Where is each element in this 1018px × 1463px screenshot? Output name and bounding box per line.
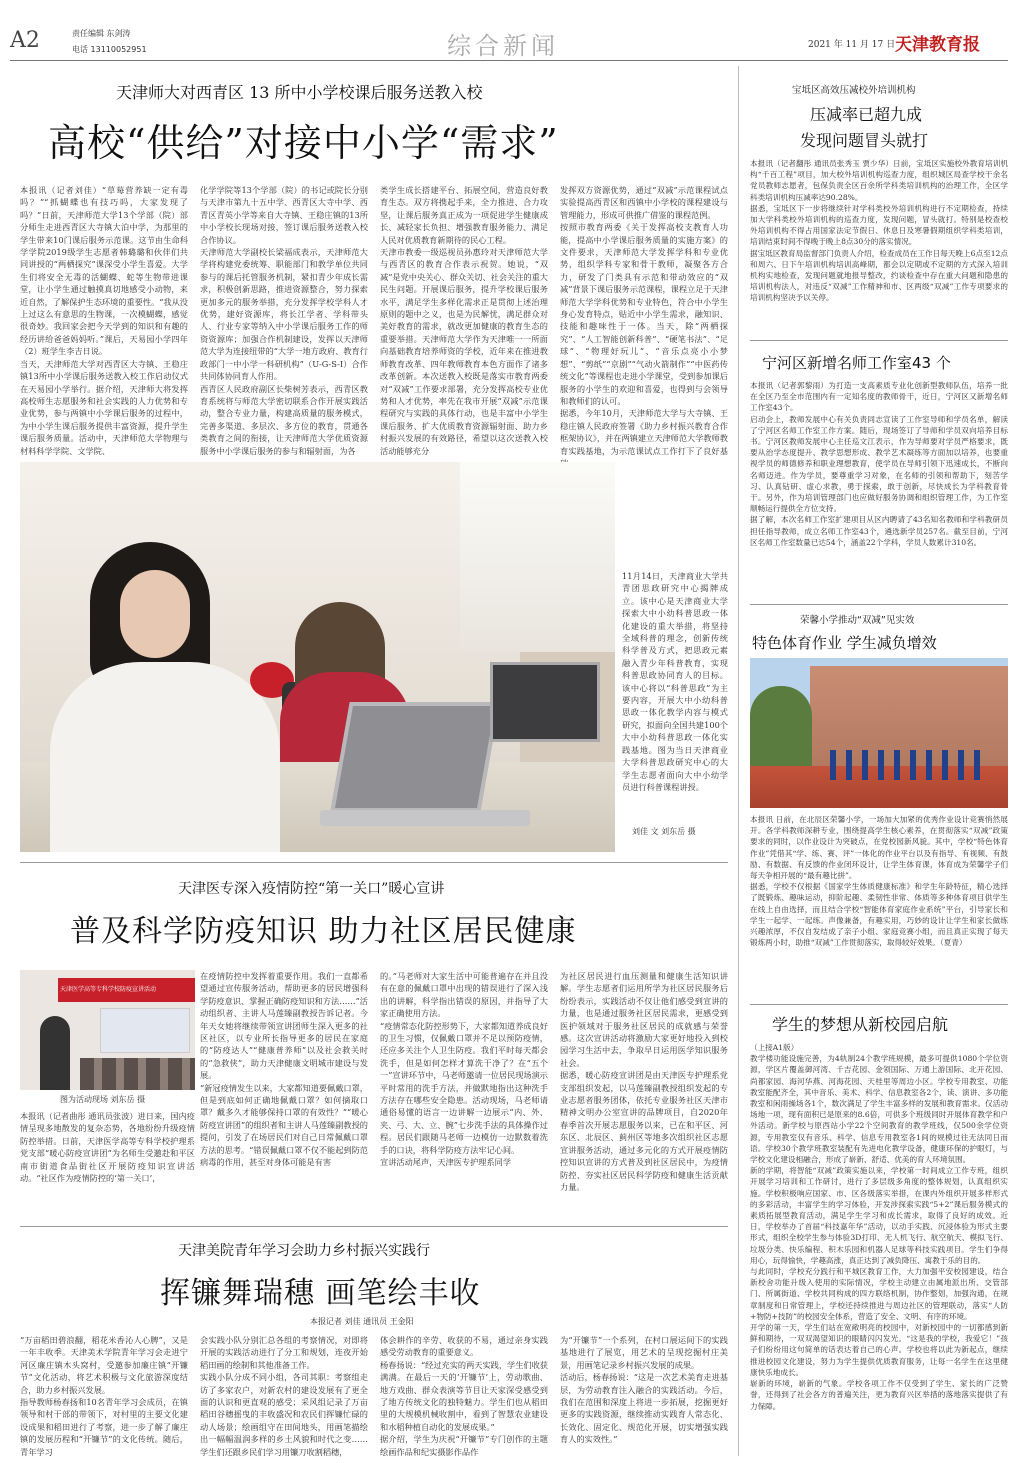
page-letter: A [10,28,26,53]
story1-col2: 化学学院等13个学部（院）的书记或院长分别与天津市第九十五中学、西青区大寺中学、西青区青英小学等来自大寺镇、王稳庄镇的13所中小学校长现场对接，签订课后服务送教入校合作协议。 天津师范大学副校长梁福成表示，天津师范大学将构建党委统筹、职能部门和教学单位共同参与的课后托管服务机制，紧扣青少年成长需求，积极创新思路，推进资源整合，努力探索更加多元的服务举措，充分发挥学校学科人才优势，建好资源库，将长江学者、学科带头人、行业专家等纳入中小学课后服务工作的师资资源库；加强合作机制建设，发挥以天津师范大学为连接纽带的“大学一地方政府、教育行政部门一中小学一科研机构”（U-G-S-I）合作共同体协同育人作用。 西青区人民政府副区长柴树芳表示，西青区教育系统将与师范大学密切联系合作开展实践活动，整合专业力量，构建高质量的服务模式，完善多渠道、多层次、多方位的教育，贯通各类教育之间的衔接，让天津师范大学优质资源服务中小学课后服务的参与和辐射面，为各 [200,185,368,456]
page-label [10,28,50,58]
story2-col2: 在疫情防控中发挥着重要作用。我们一直都希望通过宣传服务活动，帮助更多的居民增强科学防疫意识、掌握正确防疫知识和方法……”活动组织者、主讲人马莲臻副教授告诉记者。今年天女她将继续带领宣讲团师生深入更多的社区社区，以专业所长指导更多的居民在家庭的“防疫达人”“健康普养师”以及社会救关时的“急救侠”，助力天津健康文明城市建设与发展。 “新冠疫情发生以来，大家都知道要佩戴口罩，但是到底如何正确地佩戴口罩？如何摘取口罩？戴多久才能够保持口罩的有效性？”“暖心防疫宣讲团”的组织者和主讲人马莲臻副教授的提问，引发了在场居民们对自己日常佩戴口罩方法的思考。“错误佩戴口罩不仅不能起到防范病毒的作用，甚至对身体可能是有害 [200,971,368,1168]
issue-date: 2021 年 11 月 17 日 [808,40,896,50]
s3-rule [750,1004,1008,1005]
story3-col1: “万亩稻田碧浪翻，稻花米香沁人心脾”，又是一年丰收季。天津美术学院青年学习会走进宁河区廉庄镇木头窝村，受邀参加廉庄镇“开镰节”文化活动，将艺术积极与文化旅游深度结合，助力乡村振兴发展。 指导教师杨春扬和10名青年学习会成员，在镇领导和村干部的带领下，对村里的主要文化建设成果和稻田进行了考察，进一步了解了廉庄镇的发展历程和“开镰节”的文化传统。随后，青年学习 [20,1335,188,1457]
story1-col4: 发挥双方资源优势，通过“双减”示范课程试点实验提高西青区和西镇中小学校的课程建设与管理能力，形成可供推广借鉴的课程范例。 按照市教育两委《关于发挥高校支教育人功能，提高中小学课后服务质量的实施方案》的文件要求，天津师范大学发挥学科和专业优势，组织学科专家和骨干教师，凝聚各方合力，研发了门类具有示范和带动效应的“双减”背景下课后服务示范课程，课程立足于天津师范大学学科优势和专业特色，符合中小学生身心发育特点，贴近中小学生需求，融知识、技能和趣味性于一体。当天，除“两栖探究”、“人工智能创新科普”、“硬笔书法”、“足球”、“物理好玩儿”、“音乐点亮小小梦想”、“剪纸”“京剧”“气动火箭制作”“中医药传统文化”等课程也走进小学课堂，受到参加课后服务的小学生的欢迎和喜爱，也得到与会领导和教师们的认可。 据悉，今年10月，天津师范大学与大寺镇、王稳庄镇人民政府签署《助力乡村振兴教育合作框架协议》，并在两镇建立天津师范大学教师教育实践基地，为示范课试点工作打下了良好基 [560,185,728,456]
photo-student-face [120,570,190,658]
story2-photo-speaker [40,1016,70,1090]
story2-col3: 的。”马老师对大家生活中可能普遍存在并且没有在意的佩戴口罩中出现的错误进行了深入浅出的讲解，科学指出错误的原因，并指导了大家正确使用方法。 “疫情常态化防控形势下，大家都知道养成良好的卫生习惯，仅佩戴口罩并不足以预防疫情，还应多关注个人卫生防疫。我们平时每天都会洗手，但是如何怎样才算洗干净了？在“五个一”宣讲环节中，马老师邀请一位居民现场演示平时常用的洗手方法，并做默地指出这种洗手方法存在哪些安全隐患。活动现场，马老师请通俗易懂的语言一边讲解一边展示“内、外、夹、弓、大、立、腕”七步洗手法的具体操作过程。居民们跟随马老师一边模仿一边默数着洗手的口诀，将科学防疫方法牢记心间。 宣讲活动尾声，天津医专护理系同学 [380,971,548,1168]
story3-kicker: 天津美院青年学习会助力乡村振兴实践行 [178,1243,430,1259]
phone-info: 电话 13110052951 [72,45,147,54]
photo-window [460,462,615,652]
section-title: 综合新闻 [447,32,559,60]
story2-photo-audience [80,1058,195,1090]
s1-headline-2: 发现问题冒头就打 [800,131,929,150]
photo-laptop-right [490,662,600,742]
editor-info: 责任编辑 东剑涛 [72,29,131,38]
s3-subhead: 荣馨小学推动“双减”见实效 [800,615,915,626]
story1-headline: 高校“供给”对接中小学“需求” [48,121,559,165]
story2-col4: 为社区居民进行血压测量和健康生活知识讲解。学生志愿者们运用所学为社区居民服务后纷纷表示，实践活动不仅让他们感受到宣讲的力量，也是通过服务社区居民需求，更感受到医护领域对于服务社区居民的成就感与荣誉感。这次宣讲活动将激励大家更好地投入到校园学习生活中去，争取早日运用医学知识服务社会。 据悉，暖心防疫宣讲团是由天津医专护理系党支部组织发起，以马莲臻副教授组织发起的专业志愿者服务团体，依托专业服务社区天津市精神文明办公室宣讲的品牌项目，自2020年春季首次开展志愿服务以来，已在和平区、河东区、北辰区、蓟州区等地多次组织社区志愿宣讲服务活动，通过多元化的方式开展疫情防控知识宣讲的方式普及到社区居民中，为疫情防控、夯实社区居民科学防疫和健康生活贡献力量。 [560,971,728,1192]
s3-photo-tree [750,686,812,776]
story1-photo [20,462,615,852]
story2-photo [20,970,195,1090]
story2-kicker: 天津医专深入疫情防控“第一关口”暖心宣讲 [178,881,445,897]
s1-subhead: 宝坻区高效压减校外培训机构 [792,85,916,96]
photo-laptop-base [320,810,530,826]
story2-headline: 普及科学防疫知识 助力社区居民健康 [70,914,577,949]
main-side-divider [738,66,739,1456]
s2-headline: 宁河区新增名师工作室43 个 [762,354,951,372]
story3-col3: 体会耕作的辛劳、收获的不易，通过亲身实践感受劳动教育的重要意义。 杨春扬说：“经过充实的两天实践，学生们收获满满。在最后一天的‘开镰节’上，劳动歌曲、地方戏曲、群众表演等节目让天家深受感受到了地方传统文化的独特魅力。学生们也从稻田里的大规模机械收割中，看到了智慧农业建设和水稻种植自动化的发展成果。” 据介绍，学生为庆祝“开镰节”专门创作的主题绘画作品和纪实摄影作品作 [380,1335,548,1457]
story1-kicker: 天津师大对西青区 13 所中小学校课后服务送教入校 [116,83,483,102]
s1-headline-1: 压减率已超九成 [810,105,923,124]
story3-headline: 挥镰舞瑞穗 画笔绘丰收 [160,1276,481,1311]
paper-name: 天津教育报 [895,35,980,55]
s2-rule [750,604,1008,605]
story1-col3: 类学生成长搭建平台、拓展空间，营造良好教育生态。双方将携起手来，全力推进、合力攻坚，让课后服务真正成为一项促进学生健康成长、减轻家长负担、增强教育服务能力、满足人民对优质教育新期待的民心工程。 天津市教委一级巡视员孙惠玲对天津师范大学与西青区的教育合作表示祝贺。她说，“双减”是党中央关心、群众关切、社会关注的重大民生问题。开展课后服务，提升学校课后服务水平，满足学生多样化需求正是贯彻上述治理原则的题中之义，也是为民解忧，满足群众对美好教育的需求，就改更加健康的教育生态的重要举措。天津师范大学作为天津唯一一所面向基础教育培养师资的学校，近年来在推进教师教育改革、四年教师教育本色方面作了诸多改革创新。本次送教入校既是落实市教育两委对“双减”工作要求部署，充分发挥高校专业优势和人才优势，率先在我市开展“双减”示范课程研究与实践的具体行动，也是丰富中小学生课后服务、扩大优质教育资源辐射面、助力乡村振兴发展的有效路径，希望以这次送教入校活动能够充分 [380,185,548,456]
photo-student-body [50,662,280,852]
s3-headline: 特色体育作业 学生减负增效 [752,634,937,652]
story3-top-rule [20,1226,728,1227]
photo-laptop-left [330,702,499,812]
story2-col1: 本报讯（记者曲彤 通讯员张波）进日来，国内疫情呈现多地散发的复杂态势，各地纷纷升级疫情防控举措。日前，天津医学高等专科学校护理系党支部“暖心防疫宣讲团”为名师生受邀赴和平区南市街道食品街社区开展防疫知识宣讲活动。“社区作为疫情防控的‘第一关口’， [20,1111,195,1184]
s3-body: 本报讯 日前，在北辰区荣馨小学，一场加大加紧的优秀作业设计竞赛悄然展开。各学科教师深耕专业，围绕提高学生核心素养，在贯彻落实“双减”政策要求的同时，以作业设计为突破点，在党校园新风貌。其中，学校“特色体育作业”凭借其“学、练、赛、评”一体化的作业平台以及有指导、有视频、有鼓励、有数据、有反馈的作业闭环设计，让学生体育课，体育成为荣馨学子们每天争相开展的“最有趣比拼”。 据悉，学校不仅根据《国家学生体质健康标准》和学生年龄特征，精心选择了既锻炼、趣味运动，抑阶起趣、柔韧性非常、体质等多种体育项目供学生在线上自由选择，而且结合学校“智能体育家庭作业系统”平台，引导家长和学生一起学、一起练。声像兼备，有趣实用，巧妙的设计让学生和家长做练兴趣浓厚，不仅自发结成了亲子小组、家庭竞赛小组，而且真正实现了每天锻炼两小时，助推“双减”工作贯彻落实，取得较好效果。（夏青） [750,815,1008,948]
s4-headline: 学生的梦想从新校园启航 [772,1015,949,1034]
s3-photo-students [830,750,980,780]
page-number: 2 [25,28,40,53]
story2-photo-caption: 图为活动现场 刘东岳 摄 [60,1095,146,1104]
header-rule [10,60,1008,61]
s1-rule [750,340,1008,341]
story2-photo-screen [100,1008,190,1053]
s3-photo [750,658,1008,808]
story1-photo-credit: 刘佳 文 刘东岳 摄 [632,827,696,836]
story2-top-rule [20,862,728,863]
story1-col1: 本报讯（记者刘佳）“草莓营养缺一定有毒吗？”“抓蝴蝶也有技巧吗，大家发现了吗？”日前，天津师范大学13个学部（院）部分师生走进西青区大寺镇大泊中学，为那里的学生带来10门课后服务示范课。这节由生命科学学院2019级学生志愿者韩璐璐和伙伴们共同讲授的“两栖探究”课深受小学生喜爱。大学生们将安全无毒的活蝴蝶、蛇等生物带进课堂，让小学生通过触摸真切地感受小动物，来近自然，了解保护生态环境的重要性。“我从没上过这么有意思的生物课，一次模蝴蝶，感觉很奇妙。我回家会把今天学到的知识和有趣的经历讲给爸爸妈妈听。”课后，天易园小学四年（2）班学生李吉日说。 当天，天津师范大学对西青区大寺镇、王稳庄镇13所中小学课后服务送教入校工作启动仪式在天易园小学举行。据介绍，天津师大将发挥高校师生志愿服务和社会实践的人力优势和专业优势，参与两镇中小学课后服务的过程中，为中小学生课后服务提供丰富资源，提升学生课后服务质量。活动中，天津师范大学物理与材料科学学院、文学院、 [20,185,188,456]
s1-body: 本报讯（记者翻彤 通讯员张秀玉 贾少华）日前，宝坻区实施校外教育培训机构“千百工程”项目，加大校外培训机构巡查力度，组织城区局查学校干余名党员教师志愿者，包保负责全区百余所学科类培训机构的治理工作，全区学科类培训机构压减率达90.28%。 据悉，宝坻区下一步将继续针对学科类校外培训机构进行不定期检查，持续加大学科类校外培训机构的巡查力度，发现问题，冒头就打。特别是校查校外培训机构不得占用国家法定节假日、休息日及寒暑假期组织学科类培训，培训结束时间不得晚于晚上8点30分的落实情况。 据宝坻区教育局监督部门负责人介绍，检查成员在工作日每天晚上6点至12点和周六、日下午培训机构培训高峰期，都会以定期或不定期的方式深入培训机构实地检查，发现问题就地报导整改，约谈检查中存在重大问题和隐患的培训机构法人，对违反“双减”工作精神和市、区两级“双减”工作专项要求的培训机构坚决予以关停。 [750,159,1008,303]
story2-banner-text: 天津医学高等专科学校防疫宣讲活动 [60,986,157,993]
story3-col2: 会实践小队分别汇总各组的考察情况，对即将开展的实践活动进行了分工和规划，连夜开始稻田画的绘制和其他准备工作。 实践小队分成不同小组，各司其职：考察组走访了多家农户，对新农村的建设发展有了更全面的认识和更直观的感受；采风组记录了万亩稻田谷穗摇曳的丰收盛况和农民们挥镰忙碌的动人场景；绘画组守在田间地头，用画笔描绘出一幅幅温润多样的乡土风貌和时代之变……学生们还跟乡民们学习用镰刀收割稻穗， [200,1335,368,1457]
story2-photo-banner [58,978,195,1002]
s4-body: （上接A1版） 教学楼功能设施完善，为4轨制24个教学班规模，最多可提供1080个学位资源，学区片覆盖御河湾、千吉花园、金领国际、万通上游国际、北开花园、尚都家园、海河华燕、河海花园、天桂里等周边小区。学校专用教室、功能教室能配齐全，其中音乐、美术、科学、信息教室各2个，读、演讲、多功能教室和闲雨操场各1个，数次满足了学生丰富多样的发展和教育需求。仅活动场地一项，现有面积已是原来的8.6倍，可供多个班级同时开展体育教学和户外活动。新学校与原西站小学22个空间教育的教学班线，仅500余学位资源，专用教室仅有音乐、科学、信息专用教室各1间的规模过往无法同日而语。学校30个教学班教室装配有先进电化教学设备，健康环保的护眼灯，与学校文化建设相融合，形成了崭新、舒适、优美的育人环境氛围。 新的学期，将智能“双减”政策实施以来，学校第一时间成立工作专班，组织开展学习培训和工作研讨，进行了多层级多角度的整体规划，认真组织实施。学校积极响应国家、市、区各级落实举措，在课内外组织开展多样形式的多彩活动，丰富学生的学习体验，开发涉探索实践“5+2”课后服务模式的素质拓展型教育活动，满足学生学习和成长需求，取得了良好的成效。近日，学校举办了首届“科技嘉年华”活动，以动手实践、沉浸体验为形式主要形式，组织全校学生参与体验3D打印、无人机飞行、航空航天、模拟飞行、垃圾分类、快乐编程、积木乐园和机器人足球等科技实践项目。学生们争得用心，玩得愉快，学趣高涨，真正达到了减负降压、寓教于乐的目的。 与此同时，学校充分践行和平城区教育工作，大力加强平安校园建设，结合新校舍功能升级入使用的实际情况，学校主动建立由属地派出所、交管部门、所属街道、学校共同构成的四方联络机制，协作整划，加强沟通，在规章制度和日常管理上，学校还持续推进与周边社区的管理联动，落实“人防+物防+技防”的校园安全体系，营造了安全、文明、有序的环境。 开学的第一天，学生们站在宽敞明亮的校园中，对新校园中的一切都感到新鲜和期待，一双双渴望知识的眼睛闪闪发光。“这是我的学校，我爱它！”孩子们纷纷用这句简单的话表达着自己的心声。学校也将以此为新起点，继续推进校园文化建设，努力为学生提供优质教育服务，让每一名学生在这里健康快乐地成长。 崭新的环境，崭新的气象。学校各项工作不仅受到了学生、家长的广泛赞誉，还得到了社会各方的普遍关注，更为教育兴区举措的落地落实提供了有力保障。 [750,1043,1008,1411]
story1-photo-caption: 11月14日，天津商业大学共青团思政研究中心揭牌成立。该中心是天津商业大学探索大中小幼科普思政一体化建设的重大举措，将坚持全域科普的理念，创新传统科学普及方式，把思政元素融入青少年科普教育，实现科普思政协同育人的目标。该中心将以“科普思政”为主要内容，开展大中小幼科普思政一体化教学内容与模式研究，拟面向全国共建100个大中小幼科普思政一体化实践基地。图为当日天津商业大学科普思政研究中心的大学生志愿者面向大中小幼学员进行科普课程讲授。 [622,571,728,792]
s2-body: 本报讯（记者郭黎雨）为打造一支高素质专业化创新型教师队伍，培养一批在全区乃至全市范围内有一定知名度的教师骨干，近日，宁河区又新增名师工作室43个。 启动会上，教师发展中心有关负责同志宣读了工作室导师和学员名单，解读了宁河区名师工作室工作方案。随后，现场签订了导师和学员双向培养目标书。宁河区教师发展中心主任巡文江表示，作为导师要对学员严格要求，既要从治学态度提升、教学思想形成、教学艺术凝练等方面加以培养，也要重视学员的师德修养和职业理想教育，使学员在导师引领下迅速成长，不断向名师迈进。作为学员，要尊重学习对象，在名师的引领和帮助下，刻苦学习、认真钻研、虚心求教，勇于探索，敢于创新，尽快成长为学科教育骨干。另外，作为培训管理部门也应做好服务协调和组织管理工作，为工作室顺畅运行提供全方位支持。 据了解，本次名师工作室扩建项目从区内聘请了43名知名教师和学科教研员担任指导教师，成立名师工作室43个，遴选新学员257名。截至目前，宁河区名师工作室数量已达54个，涵盖22个学科，学员人数累计310名。 [750,381,1008,547]
story3-byline: 本报记者 刘佳 通讯员 王金阳 [310,1317,414,1326]
story3-col4: 为“开镰节”一个系列，在村口展运间下的实践基地进行了展览，用艺术的呈现挖掘村庄美景，用画笔记录乡村振兴发展的成果。 活动后，杨春扬说：“这是一次艺术美育走进基层，为劳动教育注入融合的实践活动。今后，我们在范围和深度上将进一步拓展，挖掘更好更多的实践资源，继续推动实践育人常态化、长效化、固定化、规范化开展，切实增强实践育人的实效性。” [560,1335,728,1445]
